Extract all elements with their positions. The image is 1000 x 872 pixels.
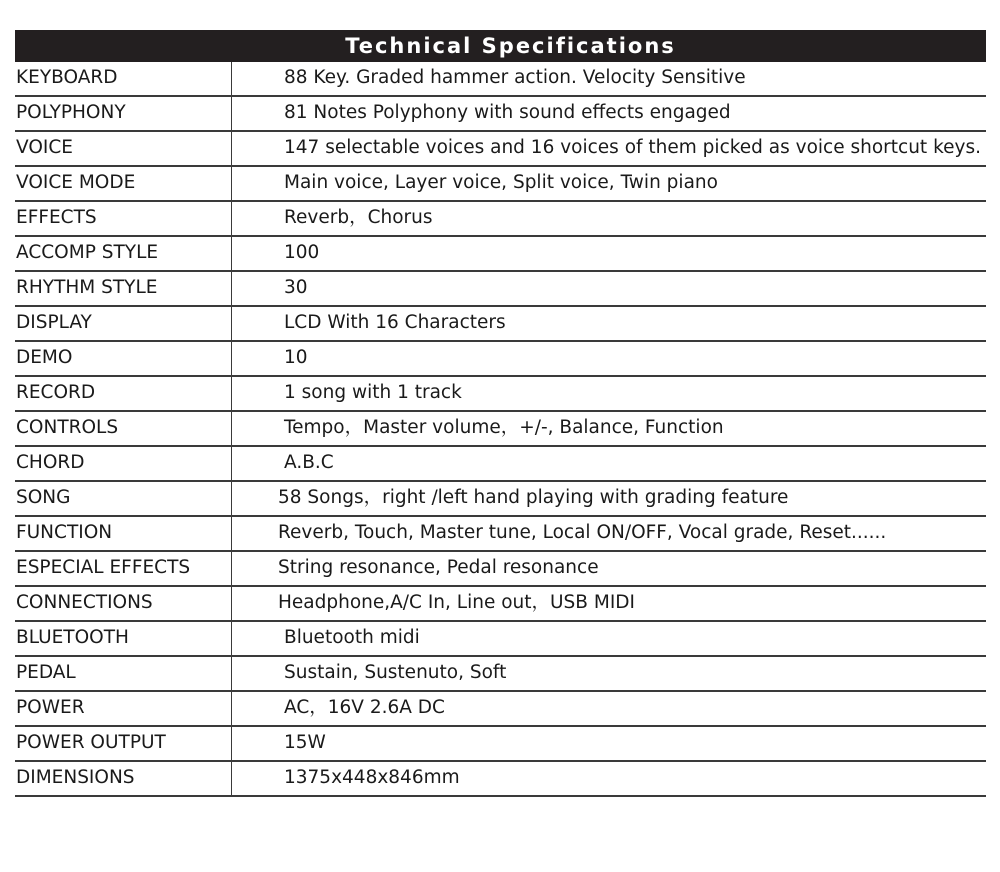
spec-value: 15W xyxy=(284,732,326,753)
table-row xyxy=(15,620,986,655)
spec-label: CONNECTIONS xyxy=(15,587,232,620)
spec-label: CONTROLS xyxy=(15,412,232,445)
spec-value: Headphone,A/C In, Line out，USB MIDI xyxy=(278,592,635,613)
spec-value: 88 Key. Graded hammer action. Velocity Sensitive xyxy=(284,67,746,88)
spec-value: 81 Notes Polyphony with sound effects engaged xyxy=(284,102,731,123)
spec-label: ACCOMP STYLE xyxy=(15,237,232,270)
spec-label: VOICE xyxy=(15,132,232,165)
table-row xyxy=(15,550,986,585)
spec-label: POWER xyxy=(15,692,232,725)
spec-value: A.B.C xyxy=(284,452,334,473)
spec-value: Main voice, Layer voice, Split voice, Twin piano xyxy=(284,172,718,193)
spec-label: FUNCTION xyxy=(15,517,232,550)
spec-value: String resonance, Pedal resonance xyxy=(278,557,599,578)
spec-label: SONG xyxy=(15,482,232,515)
table-row xyxy=(15,515,986,550)
spec-label: PEDAL xyxy=(15,657,232,690)
table-row xyxy=(15,655,986,690)
table-title: Technical Specifications xyxy=(15,30,986,62)
table-row xyxy=(15,130,986,165)
spec-value: 100 xyxy=(284,242,320,263)
table-row xyxy=(15,62,986,95)
spec-label: EFFECTS xyxy=(15,202,232,235)
table-row xyxy=(15,305,986,340)
spec-label: ESPECIAL EFFECTS xyxy=(15,552,232,585)
spec-value: 147 selectable voices and 16 voices of them picked as voice shortcut keys. xyxy=(284,137,981,158)
spec-label: CHORD xyxy=(15,447,232,480)
spec-value: Reverb, Touch, Master tune, Local ON/OFF, Vocal grade, Reset...... xyxy=(278,522,887,543)
table-row xyxy=(15,445,986,480)
spec-table xyxy=(15,30,986,797)
spec-label: DISPLAY xyxy=(15,307,232,340)
spec-value: Sustain, Sustenuto, Soft xyxy=(284,662,507,683)
table-row xyxy=(15,165,986,200)
spec-label: BLUETOOTH xyxy=(15,622,232,655)
table-row xyxy=(15,95,986,130)
table-row xyxy=(15,200,986,235)
spec-value: 30 xyxy=(284,277,308,298)
spec-value: Tempo，Master volume，+/-, Balance, Function xyxy=(284,417,724,438)
spec-label: RECORD xyxy=(15,377,232,410)
table-row xyxy=(15,340,986,375)
spec-value: 10 xyxy=(284,347,308,368)
table-row xyxy=(15,375,986,410)
spec-label: DIMENSIONS xyxy=(15,762,232,795)
spec-value: Reverb，Chorus xyxy=(284,207,433,228)
spec-value: 1375x448x846mm xyxy=(284,767,460,788)
table-row xyxy=(15,585,986,620)
spec-value: LCD With 16 Characters xyxy=(284,312,506,333)
spec-label: POLYPHONY xyxy=(15,97,232,130)
table-row xyxy=(15,690,986,725)
table-row xyxy=(15,725,986,760)
spec-value: 58 Songs，right /left hand playing with grading feature xyxy=(278,487,789,508)
table-row xyxy=(15,410,986,445)
table-row xyxy=(15,760,986,795)
spec-value: 1 song with 1 track xyxy=(284,382,462,403)
spec-table-body xyxy=(15,62,986,797)
spec-label: RHYTHM STYLE xyxy=(15,272,232,305)
spec-label: VOICE MODE xyxy=(15,167,232,200)
spec-label: DEMO xyxy=(15,342,232,375)
table-row xyxy=(15,270,986,305)
spec-label: POWER OUTPUT xyxy=(15,727,232,760)
spec-value: AC，16V 2.6A DC xyxy=(284,697,445,718)
table-row xyxy=(15,235,986,270)
spec-label: KEYBOARD xyxy=(15,62,232,95)
spec-value: Bluetooth midi xyxy=(284,627,420,648)
table-row xyxy=(15,480,986,515)
